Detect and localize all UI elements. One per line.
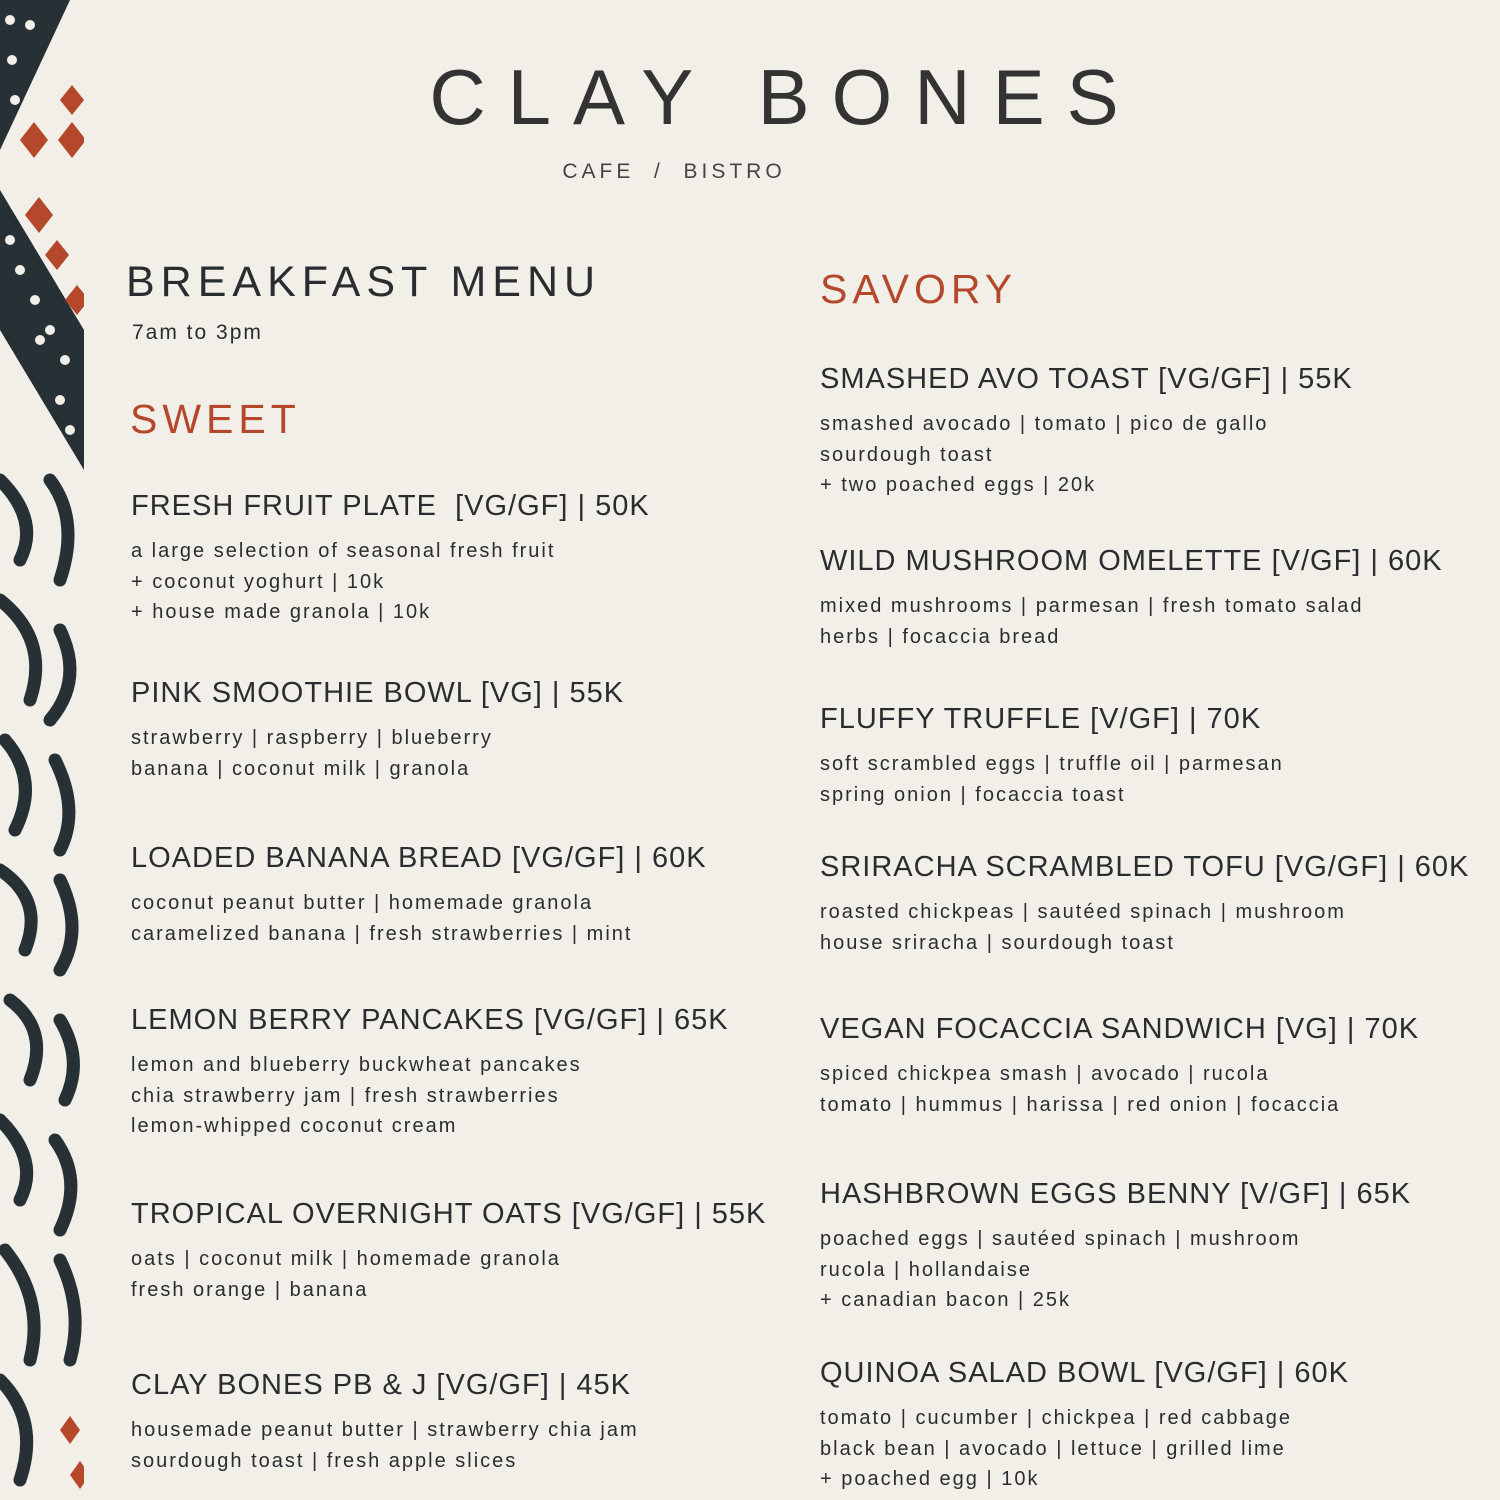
menu-item [820, 543, 1443, 652]
description-line: smashed avocado | tomato | pico de gallo [820, 413, 1269, 435]
description-line: chia strawberry jam | fresh strawberries [131, 1084, 560, 1107]
description-line: sourdough toast [820, 443, 994, 466]
description-line: tomato | cucumber | chickpea | red cabbage [820, 1407, 1293, 1429]
menu-item [131, 1196, 766, 1305]
menu-item-description [131, 888, 707, 949]
menu-item-description [820, 1403, 1349, 1495]
description-line: herbs | focaccia bread [820, 625, 1061, 648]
description-line: roasted chickpeas | sautéed spinach | mushroom [820, 901, 1346, 923]
menu-item-name: TROPICAL OVERNIGHT OATS [VG/GF] | 55K [131, 1198, 767, 1230]
menu-item-description [820, 897, 1469, 958]
menu-title: BREAKFAST MENU [126, 258, 602, 306]
menu-item-name: QUINOA SALAD BOWL [VG/GF] | 60K [820, 1357, 1349, 1389]
menu-item-name: FRESH FRUIT PLATE [VG/GF] | 50K [131, 490, 650, 522]
description-line: + canadian bacon | 25k [820, 1289, 1072, 1311]
description-line: black bean | avocado | lettuce | grilled lime [820, 1437, 1286, 1460]
menu-item-description [131, 1050, 729, 1142]
menu-item-name: FLUFFY TRUFFLE [V/GF] | 70K [820, 703, 1262, 735]
brand-logo-title: CLAY BONES [429, 53, 1141, 141]
description-line: rucola | hollandaise [820, 1258, 1032, 1281]
menu-hours: 7am to 3pm [132, 321, 263, 344]
menu-item-name: SMASHED AVO TOAST [VG/GF] | 55K [820, 363, 1353, 395]
section-savory-title: SAVORY [820, 266, 1018, 312]
menu-item-name: PINK SMOOTHIE BOWL [VG] | 55K [131, 677, 625, 709]
description-line: strawberry | raspberry | blueberry [131, 727, 493, 749]
menu-item-name: VEGAN FOCACCIA SANDWICH [VG] | 70K [820, 1013, 1420, 1045]
menu-item-name: WILD MUSHROOM OMELETTE [V/GF] | 60K [820, 545, 1443, 577]
description-line: banana | coconut milk | granola [131, 757, 471, 780]
description-line: lemon-whipped coconut cream [131, 1115, 458, 1137]
menu-item-description [820, 749, 1284, 810]
description-line: soft scrambled eggs | truffle oil | parmesan [820, 753, 1284, 775]
description-line: oats | coconut milk | homemade granola [131, 1248, 561, 1270]
description-line: housemade peanut butter | strawberry chia jam [131, 1419, 639, 1441]
description-line: + coconut yoghurt | 10k [131, 570, 386, 593]
description-line: sourdough toast | fresh apple slices [131, 1449, 518, 1472]
menu-item-description [820, 591, 1443, 652]
menu-item-name: LOADED BANANA BREAD [VG/GF] | 60K [131, 842, 707, 874]
description-line: a large selection of seasonal fresh fruit [131, 540, 556, 562]
menu-item-description [820, 1224, 1411, 1316]
description-line: coconut peanut butter | homemade granola [131, 892, 594, 914]
menu-item [820, 1011, 1419, 1120]
description-line: tomato | hummus | harissa | red onion | focaccia [820, 1093, 1341, 1116]
description-line: fresh orange | banana [131, 1278, 369, 1301]
description-line: + house made granola | 10k [131, 601, 432, 623]
decorative-pattern [0, 0, 84, 1500]
description-line: poached eggs | sautéed spinach | mushroom [820, 1228, 1301, 1250]
menu-item [131, 1367, 639, 1476]
menu-item-name: LEMON BERRY PANCAKES [VG/GF] | 65K [131, 1004, 729, 1036]
menu-item-name: CLAY BONES PB & J [VG/GF] | 45K [131, 1369, 632, 1401]
description-line: + poached egg | 10k [820, 1468, 1040, 1490]
menu-item-description [131, 1415, 639, 1476]
menu-item [820, 1355, 1349, 1495]
menu-item-name: HASHBROWN EGGS BENNY [V/GF] | 65K [820, 1178, 1412, 1210]
description-line: + two poached eggs | 20k [820, 474, 1097, 496]
menu-item [820, 701, 1284, 810]
description-line: caramelized banana | fresh strawberries | mint [131, 922, 633, 945]
menu-item-description [820, 409, 1353, 501]
section-sweet-title: SWEET [130, 396, 301, 442]
menu-item [820, 1176, 1411, 1316]
menu-item-description [131, 536, 650, 628]
menu-item [131, 1002, 729, 1142]
description-line: spring onion | focaccia toast [820, 783, 1126, 806]
menu-item [820, 849, 1469, 958]
menu-item [131, 840, 707, 949]
menu-item-description [131, 723, 624, 784]
menu-item-name: SRIRACHA SCRAMBLED TOFU [VG/GF] | 60K [820, 851, 1470, 883]
menu-item [820, 361, 1353, 501]
menu-item [131, 675, 624, 784]
description-line: mixed mushrooms | parmesan | fresh tomato salad [820, 595, 1364, 617]
description-line: house sriracha | sourdough toast [820, 931, 1175, 954]
brand-tagline: CAFE / BISTRO [562, 160, 786, 183]
menu-item [131, 488, 650, 628]
menu-item-description [131, 1244, 766, 1305]
description-line: spiced chickpea smash | avocado | rucola [820, 1063, 1270, 1085]
menu-item-description [820, 1059, 1419, 1120]
description-line: lemon and blueberry buckwheat pancakes [131, 1054, 582, 1076]
